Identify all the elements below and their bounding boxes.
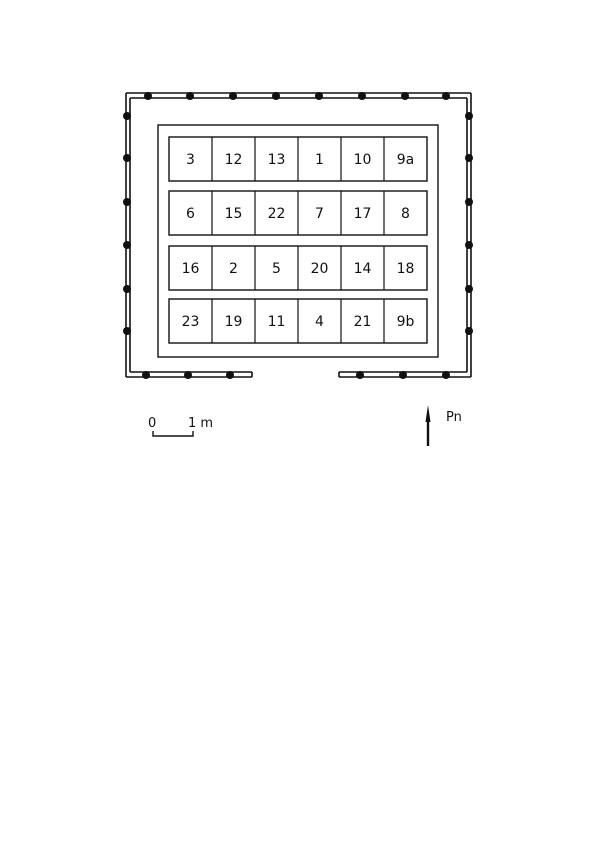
cell-label: 6 [186, 206, 195, 222]
post-hole [229, 92, 237, 100]
post-hole [144, 92, 152, 100]
cell-label: 12 [224, 152, 243, 168]
post-hole [123, 285, 131, 293]
post-hole [123, 198, 131, 206]
post-hole [315, 92, 323, 100]
cell-label: 8 [401, 206, 410, 222]
cell-label: 14 [353, 261, 372, 277]
cell-label: 13 [267, 152, 286, 168]
cell-label: 11 [267, 314, 286, 330]
cell-label: 5 [272, 261, 281, 277]
post-hole [226, 371, 234, 379]
post-hole [465, 154, 473, 162]
post-hole [123, 241, 131, 249]
cell-label: 16 [181, 261, 200, 277]
north-arrow-icon [426, 405, 431, 446]
post-hole [465, 285, 473, 293]
scale-end-label: 1 m [188, 416, 214, 431]
cell-label: 19 [224, 314, 243, 330]
post-hole [272, 92, 280, 100]
post-hole [123, 327, 131, 335]
post-hole [465, 112, 473, 120]
post-hole [358, 92, 366, 100]
post-hole [142, 371, 150, 379]
cell-label: 18 [396, 261, 415, 277]
cell-label: 10 [353, 152, 372, 168]
north-arrow-label: Pn [446, 410, 462, 425]
post-hole [399, 371, 407, 379]
post-hole [401, 92, 409, 100]
cell-label: 9a [396, 152, 415, 168]
post-hole [442, 92, 450, 100]
cell-label: 3 [186, 152, 195, 168]
cell-label: 1 [315, 152, 324, 168]
cell-label: 7 [315, 206, 324, 222]
scale-bar [148, 416, 213, 436]
cell-label: 4 [315, 314, 324, 330]
scale-bar-line [153, 431, 193, 436]
cell-label: 15 [224, 206, 243, 222]
cell-label: 9b [396, 314, 415, 330]
cell-label: 17 [353, 206, 372, 222]
post-hole [465, 198, 473, 206]
cell-label: 22 [267, 206, 286, 222]
cell-label: 20 [310, 261, 329, 277]
cell-label: 2 [229, 261, 238, 277]
post-hole [465, 327, 473, 335]
post-hole [442, 371, 450, 379]
scale-start-label: 0 [148, 416, 157, 431]
cell-label: 23 [181, 314, 200, 330]
post-hole [186, 92, 194, 100]
post-hole [465, 241, 473, 249]
post-hole [123, 154, 131, 162]
cell-grid [169, 137, 427, 343]
post-hole [184, 371, 192, 379]
post-hole [123, 112, 131, 120]
post-hole [356, 371, 364, 379]
cell-label: 21 [353, 314, 372, 330]
north-arrow [426, 405, 462, 446]
